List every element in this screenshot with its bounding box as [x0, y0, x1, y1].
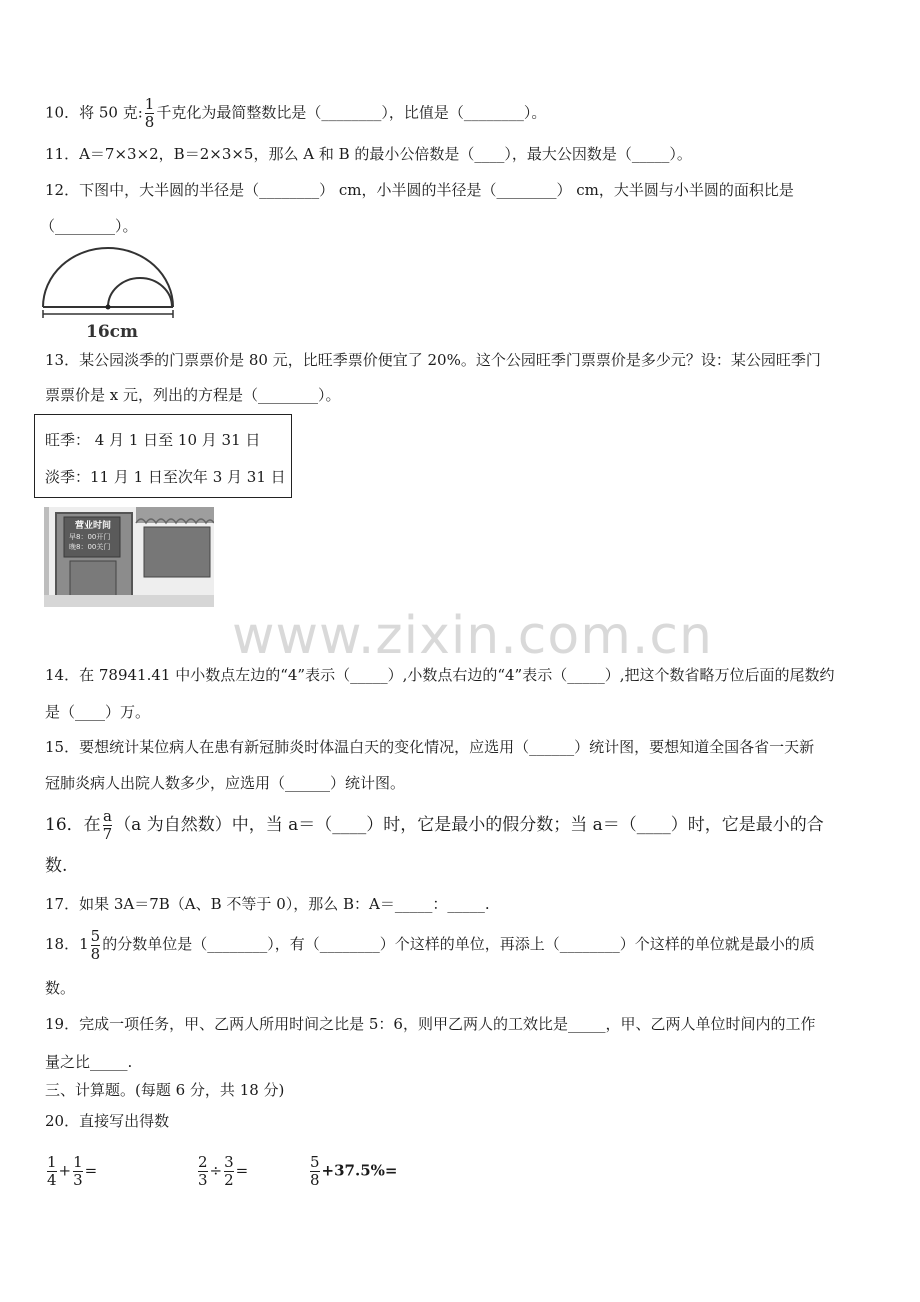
frac-denominator: 3 — [73, 1171, 83, 1189]
q18-prefix: 18． — [45, 935, 80, 953]
sign-title: 营业时间 — [75, 521, 112, 531]
question-17: 17．如果 3A＝7B（A、B 不等于 0），那么 B：A＝_____：_____. — [45, 895, 490, 913]
peak-season: 旺季： 4 月 1 日至 10 月 31 日 — [45, 431, 261, 449]
q18-suffix: 的分数单位是（________），有（________）个这样的单位，再添上（________）个这样的单位就是最小的质 — [102, 935, 815, 953]
question-19-line2: 量之比_____. — [45, 1053, 133, 1071]
q16-fraction — [103, 808, 113, 843]
question-18-line1 — [45, 926, 815, 963]
expression-3 — [308, 1154, 397, 1189]
operator: ÷ — [209, 1161, 223, 1180]
expression-1 — [45, 1154, 97, 1189]
q18-fraction — [91, 928, 101, 963]
sign-close: 晚8：00关门 — [69, 543, 111, 551]
sign-open: 早8：00开门 — [69, 533, 111, 541]
frac-denominator: 8 — [144, 113, 155, 131]
question-16-line2: 数. — [45, 856, 68, 876]
q10-prefix: 10．将 50 克: — [45, 103, 143, 122]
frac-numerator: 3 — [224, 1153, 234, 1171]
equals: = — [235, 1161, 249, 1180]
question-15-line1: 15．要想统计某位病人在患有新冠肺炎时体温白天的变化情况，应选用（______）统计图，要想知道全国各省一天新 — [45, 738, 815, 756]
expression-rest: +37.5%= — [321, 1161, 398, 1180]
question-13-line1: 13．某公园淡季的门票票价是 80 元，比旺季票价便宜了 20%。这个公园旺季门票票价是多少元？设：某公园旺季门 — [45, 351, 821, 369]
q16-prefix: 16．在 — [45, 815, 101, 835]
frac-numerator: 1 — [73, 1153, 83, 1171]
equals: = — [84, 1161, 98, 1180]
question-10 — [45, 96, 546, 131]
question-14-line1: 14．在 78941.41 中小数点左边的“4”表示（_____）,小数点右边的“4”表示（_____）,把这个数省略万位后面的尾数约 — [45, 666, 835, 684]
frac-numerator: a — [102, 807, 112, 825]
question-15-line2: 冠肺炎病人出院人数多少，应选用（______）统计图。 — [45, 774, 406, 792]
question-16-line1 — [45, 807, 824, 843]
operator: + — [58, 1161, 72, 1180]
frac-numerator: 5 — [310, 1153, 320, 1171]
q18-whole: 1 — [79, 935, 89, 953]
frac-denominator: 7 — [102, 825, 113, 843]
question-11: 11．A＝7×3×2，B＝2×3×5，那么 A 和 B 的最小公倍数是（____），最大公因数是（_____）。 — [45, 145, 692, 163]
q16-suffix: （a 为自然数）中，当 a＝（____）时，它是最小的假分数；当 a＝（____）时，它是最小的合 — [114, 815, 824, 835]
expression-2 — [196, 1154, 248, 1189]
frac-numerator: 1 — [47, 1153, 57, 1171]
off-season: 淡季：11 月 1 日至次年 3 月 31 日 — [45, 468, 286, 486]
frac-denominator: 3 — [198, 1171, 208, 1189]
question-19-line1: 19．完成一项任务，甲、乙两人所用时间之比是 5：6，则甲乙两人的工效比是_____，甲、乙两人单位时间内的工作 — [45, 1015, 816, 1033]
question-13-line2: 票票价是 x 元，列出的方程是（________）。 — [45, 386, 341, 404]
figure-label: 16cm — [86, 322, 138, 342]
question-14-line2: 是（____）万。 — [45, 703, 151, 721]
frac-numerator: 5 — [90, 926, 101, 945]
season-box — [34, 414, 292, 498]
frac-denominator: 4 — [47, 1171, 57, 1189]
question-12-line2: （________）。 — [40, 217, 138, 235]
q10-fraction — [145, 96, 155, 131]
q10-suffix: 千克化为最简整数比是（________），比值是（________）。 — [156, 103, 547, 122]
frac-denominator: 8 — [90, 944, 101, 963]
park-gate-image — [44, 507, 214, 607]
frac-numerator: 2 — [198, 1153, 208, 1171]
watermark: www.zixin.com.cn — [232, 606, 713, 666]
question-12-line1: 12．下图中，大半圆的半径是（________） cm，小半圆的半径是（________） cm，大半圆与小半圆的面积比是 — [45, 181, 794, 199]
question-20-title: 20．直接写出得数 — [45, 1112, 170, 1130]
section-3-title: 三、计算题。(每题 6 分，共 18 分) — [45, 1081, 285, 1099]
question-18-line2: 数。 — [45, 979, 76, 997]
frac-denominator: 2 — [224, 1171, 234, 1189]
frac-denominator: 8 — [310, 1171, 320, 1189]
frac-numerator: 1 — [144, 95, 155, 113]
